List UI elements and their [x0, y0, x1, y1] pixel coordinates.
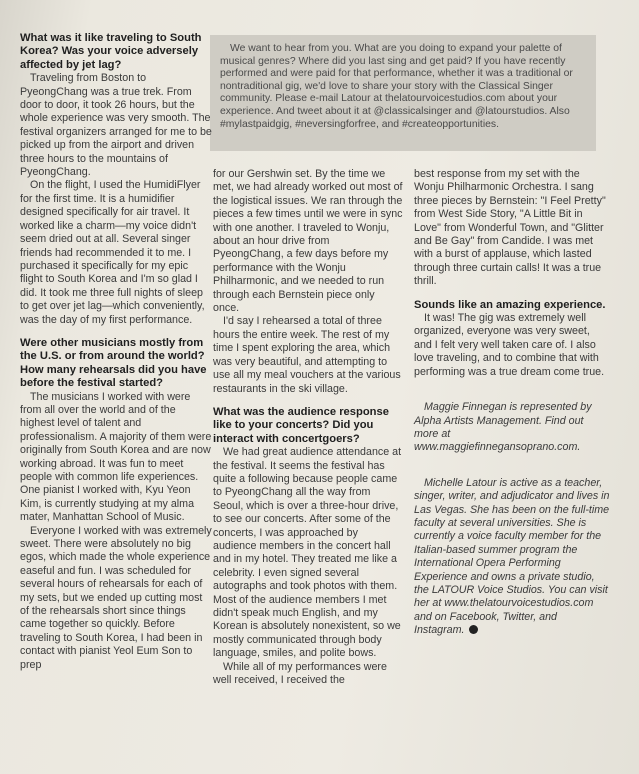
- answer-paragraph: While all of my performances were well received, I received the: [213, 660, 387, 687]
- question-heading: Were other musicians mostly from the U.S. or from around the world? How many rehearsals did you have before the festival started?: [20, 336, 207, 390]
- answer-paragraph: On the flight, I used the HumidiFlyer for the first time. It is a humidifier designed specifically for air travel. It worked like a charm—my voice didn't seem dried out at all. Several singer friends had recommended it to me. I purchased it specifically for my epic flight to South Korea and I'm so glad I did. It took me three full nights of sleep to get over jet lag—which conveniently, was the day of my first performance.: [20, 179, 205, 326]
- end-mark-icon: [469, 625, 478, 634]
- column-1: [20, 32, 212, 672]
- column-2: [213, 168, 403, 687]
- answer-paragraph: for our Gershwin set. By the time we met, we had already worked out most of the logistical issues. We ran through the pieces a few times until we were in sync with one another. I traveled to Wonju, about an hour drive from PyeongChang, a few days before my performance with the Wonju Philharmonic, and we needed to run through each Bernstein piece only once.: [213, 168, 403, 315]
- question-heading: What was the audience response like to your concerts? Did you interact with concertgoers?: [213, 405, 389, 445]
- column-3: [414, 168, 610, 638]
- answer-paragraph: The musicians I worked with were from all over the world and of the highest level of talent and professionalism. A majority of them were originally from South Korea and are now working abroad. It was fun to meet people with common life experiences. One pianist I worked with, Kyu Yeon Kim, is currently studying at my alma mater, Manhattan School of Music.: [20, 390, 212, 524]
- answer-paragraph: We had great audience attendance at the festival. It seems the festival has quite a following because people came to PyeongChang all the way from Seoul, which is over a three-hour drive, to see our concerts. After some of the concerts, I was approached by audience members in the concert hall and in my hotel. They treated me like a celebrity. I even signed several autographs and took photos with them. Most of the audience members I met didn't speak much English, and my Korean is absolutely nonexistent, so we mostly communicated through body language, smiles, and polite bows.: [213, 446, 402, 660]
- question-heading: Sounds like an amazing experience.: [414, 298, 606, 311]
- callout-box: [210, 35, 596, 151]
- answer-paragraph: I'd say I rehearsed a total of three hours the entire week. The rest of my time I spent exploring the area, which was very beautiful, and attempting to use all my meal vouchers at the various restaurants in the ski village.: [213, 315, 401, 395]
- author-bio: Maggie Finnegan is represented by Alpha Artists Management. Find out more at www.maggiefinnegansoprano.com.: [414, 401, 592, 454]
- answer-paragraph: best response from my set with the Wonju Philharmonic Orchestra. I sang three pieces by Bernstein: "I Feel Pretty" from West Side Story, "A Little Bit in Love" from Wonderful Town, and "Glitter and Be Gay" from Candide. I was met with a burst of applause, which lasted through three curtain calls! It was a true thrill.: [414, 168, 606, 288]
- author-bio-text: Michelle Latour is active as a teacher, singer, writer, and adjudicator and lives in Las Vegas. She has been on the full-time faculty at several universities. She is currently a voice faculty member for the Italian-based summer program the International Opera Performing Experience and owns a private studio, the LATOUR Voice Studios. You can visit her at www.thelatourvoicestudios.com and on Facebook, Twitter, and Instagram.: [414, 476, 610, 637]
- callout-text: We want to hear from you. What are you doing to expand your palette of musical genres? Where did you last sing and get paid? If you have recently performed and were paid for that performance, whether it was a traditional or nontraditional gig, we'd love to share your story with the Classical Singer community. Please e-mail Latour at thelatourvoicestudios.com about your experience. And tweet about it at @classicalsinger and @latourstudios. Also #mylastpaidgig, #neversingforfree, and #createopportunities.: [220, 43, 573, 130]
- author-bio: [414, 477, 610, 638]
- answer-paragraph: It was! The gig was extremely well organized, everyone was very sweet, and I felt very well taken care of. I also love traveling, and to combine that with performing was a true dream come true.: [414, 312, 605, 378]
- question-heading: What was it like traveling to South Korea? Was your voice adversely affected by jet lag?: [20, 32, 202, 71]
- answer-paragraph: Everyone I worked with was extremely sweet. There were absolutely no big egos, which made the whole experience easeful and fun. I was scheduled for several hours of rehearsals for each of my sets, but we ended up cutting most of the rehearsals short since things came together so quickly. Before traveling to South Korea, I had been in contact with pianist Yeol Eum Son to prep: [20, 524, 212, 671]
- answer-paragraph: Traveling from Boston to PyeongChang was a true trek. From door to door, it took 26 hours, but the whole experience was very smooth. The festival organizers arranged for me to be picked up from the airport and driven three hours to the mountains of PyeongChang.: [20, 72, 212, 179]
